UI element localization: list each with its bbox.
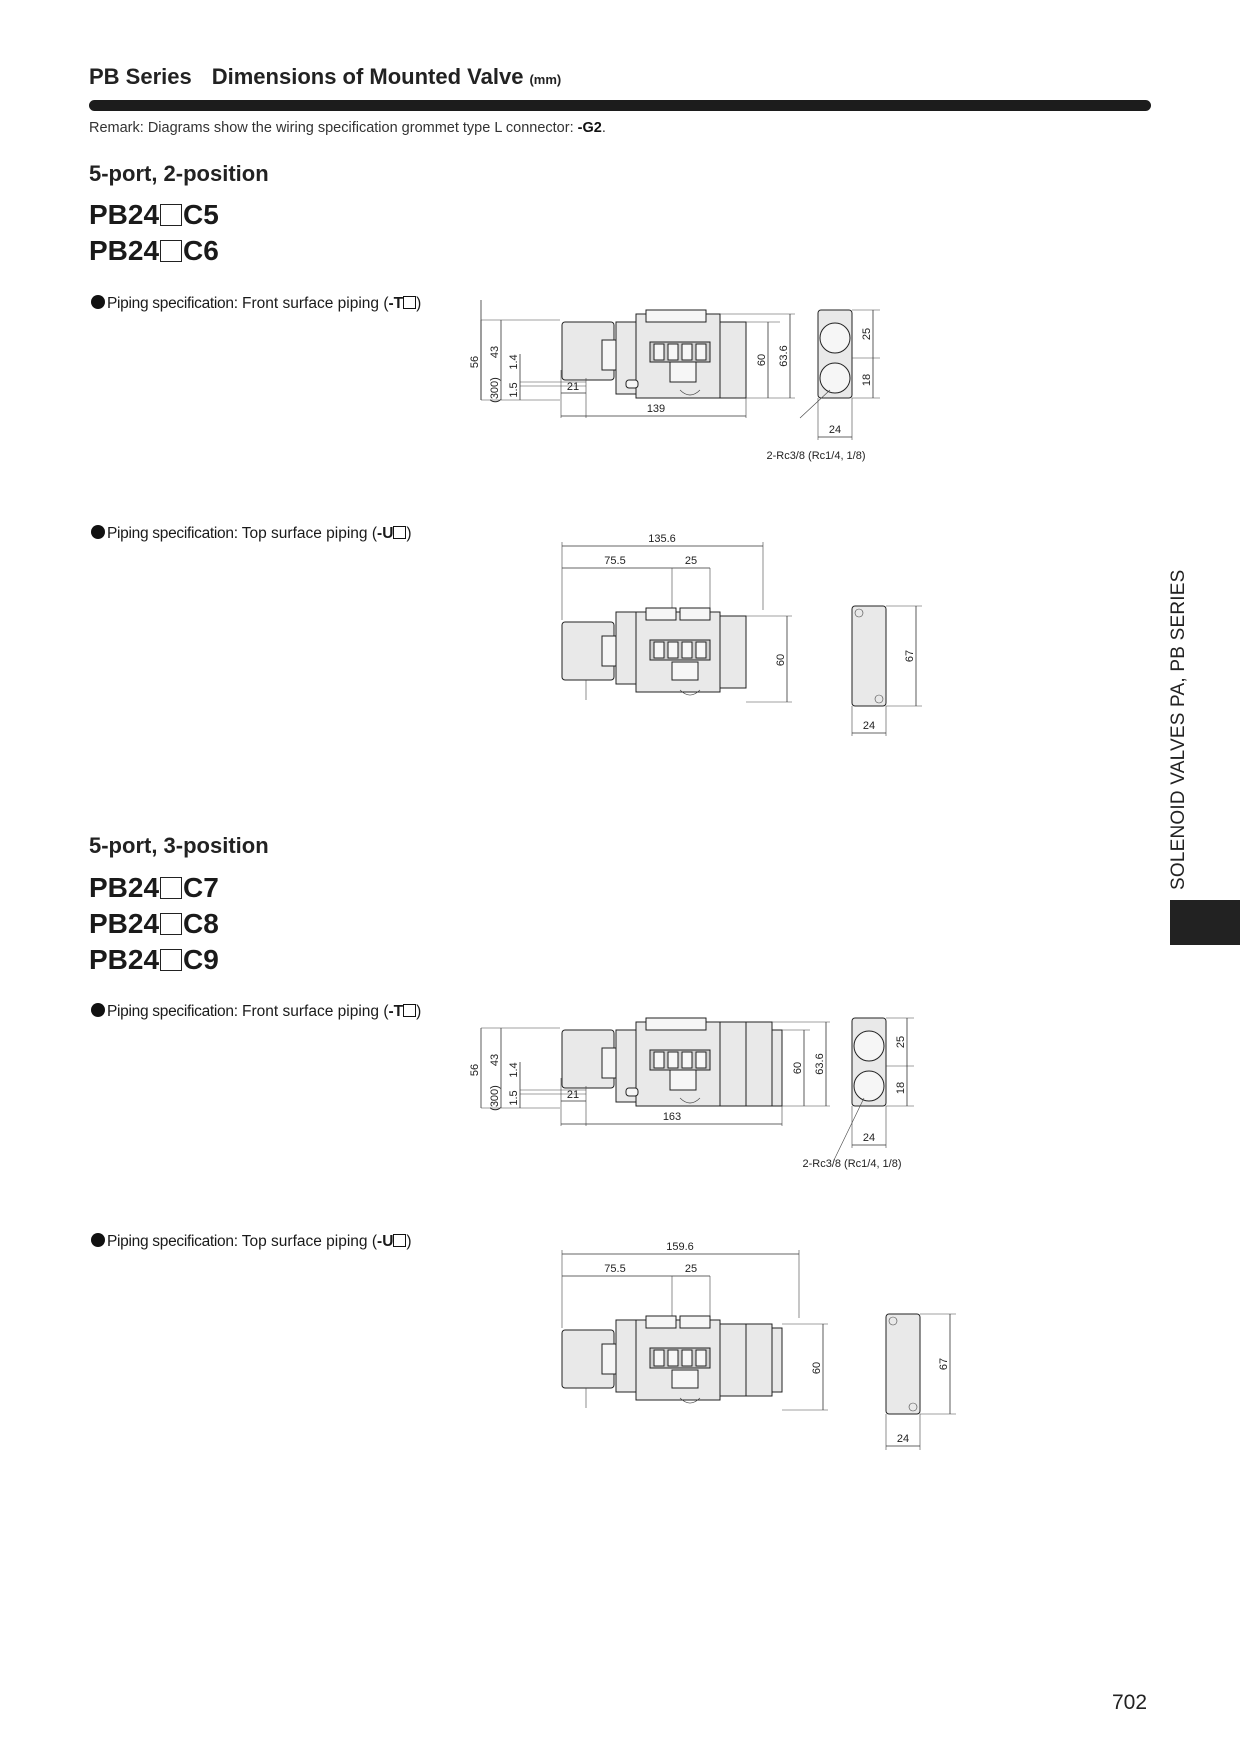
dim-300: (300) <box>489 377 501 403</box>
dim-159-6: 159.6 <box>666 1241 694 1253</box>
dim-67: 67 <box>904 649 916 663</box>
placeholder-box <box>160 240 182 262</box>
dim-24: 24 <box>862 720 876 732</box>
placeholder-box <box>160 949 182 971</box>
dim-75-5: 75.5 <box>604 1263 626 1275</box>
dim-63-6: 63.6 <box>778 345 790 367</box>
piping-spec-front: Piping specification: Front surface piping (-T ) <box>91 295 421 313</box>
bullet-icon <box>91 295 105 309</box>
remark-end: . <box>601 120 606 136</box>
dim-1-5: 1.5 <box>508 1090 520 1106</box>
dim-1-5: 1.5 <box>508 382 520 398</box>
section-heading-2-position: 5-port, 2-position <box>89 161 269 186</box>
dim-24: 24 <box>828 424 842 436</box>
dim-25: 25 <box>684 1263 698 1275</box>
model-number: PB24 C7 <box>89 872 219 903</box>
drawing-front-piping-2pos <box>460 300 960 470</box>
dim-163: 163 <box>662 1111 682 1123</box>
remark-code: -G2 <box>577 120 602 136</box>
dim-139: 139 <box>646 403 666 415</box>
remark-text: Remark: Diagrams show the wiring specification grommet type L connector: <box>89 120 578 136</box>
bullet-icon <box>91 525 105 539</box>
title-text: Dimensions of Mounted Valve <box>211 64 524 89</box>
dim-21: 21 <box>566 1089 580 1101</box>
dim-43: 43 <box>489 1053 501 1067</box>
drawing-top-piping-2pos <box>560 530 940 740</box>
model-number: PB24 C9 <box>89 944 219 975</box>
piping-spec-top: Piping specification: Top surface piping (-U ) <box>91 1233 412 1251</box>
dim-63-6: 63.6 <box>814 1053 826 1075</box>
dim-21: 21 <box>566 381 580 393</box>
port-callout: 2-Rc3/8 (Rc1/4, 1/8) <box>802 1158 902 1170</box>
dim-18: 18 <box>861 373 873 387</box>
dim-25: 25 <box>861 327 873 341</box>
dim-1-4: 1.4 <box>508 354 520 370</box>
piping-spec-top: Piping specification: Top surface piping (-U ) <box>91 525 412 543</box>
dim-25: 25 <box>684 555 698 567</box>
page-title <box>89 64 561 90</box>
dim-60: 60 <box>756 353 768 367</box>
dim-1-4: 1.4 <box>508 1062 520 1078</box>
unit-label: (mm) <box>529 72 562 87</box>
dim-60: 60 <box>775 653 787 667</box>
series-name: PB Series <box>89 64 192 89</box>
drawing-top-piping-3pos <box>560 1238 960 1458</box>
dim-135-6: 135.6 <box>648 533 676 545</box>
dim-60: 60 <box>792 1061 804 1075</box>
model-number: PB24 C5 <box>89 199 219 230</box>
dim-300: (300) <box>489 1085 501 1111</box>
dim-43: 43 <box>489 345 501 359</box>
piping-spec-front: Piping specification: Front surface piping (-T ) <box>91 1003 421 1021</box>
dim-25: 25 <box>895 1035 907 1049</box>
dim-18: 18 <box>895 1081 907 1095</box>
dim-75-5: 75.5 <box>604 555 626 567</box>
header-rule <box>89 100 1151 111</box>
model-number: PB24 C8 <box>89 908 219 939</box>
page-number: 702 <box>1112 1691 1148 1714</box>
placeholder-box <box>160 204 182 226</box>
placeholder-box <box>160 877 182 899</box>
dim-24: 24 <box>862 1132 876 1144</box>
dim-24: 24 <box>896 1433 910 1445</box>
port-callout: 2-Rc3/8 (Rc1/4, 1/8) <box>766 450 866 462</box>
bullet-icon <box>91 1233 105 1247</box>
dim-67: 67 <box>938 1357 950 1371</box>
dim-56: 56 <box>469 355 481 369</box>
bullet-icon <box>91 1003 105 1017</box>
remark <box>89 120 606 136</box>
drawing-front-piping-3pos <box>460 1008 980 1178</box>
side-section-label: SOLENOID VALVES PA, PB SERIES <box>1168 569 1189 890</box>
section-heading-3-position: 5-port, 3-position <box>89 833 269 858</box>
model-number: PB24 C6 <box>89 235 219 266</box>
dim-56: 56 <box>469 1063 481 1077</box>
side-tab-marker <box>1170 900 1240 945</box>
placeholder-box <box>160 913 182 935</box>
dim-60: 60 <box>811 1361 823 1375</box>
